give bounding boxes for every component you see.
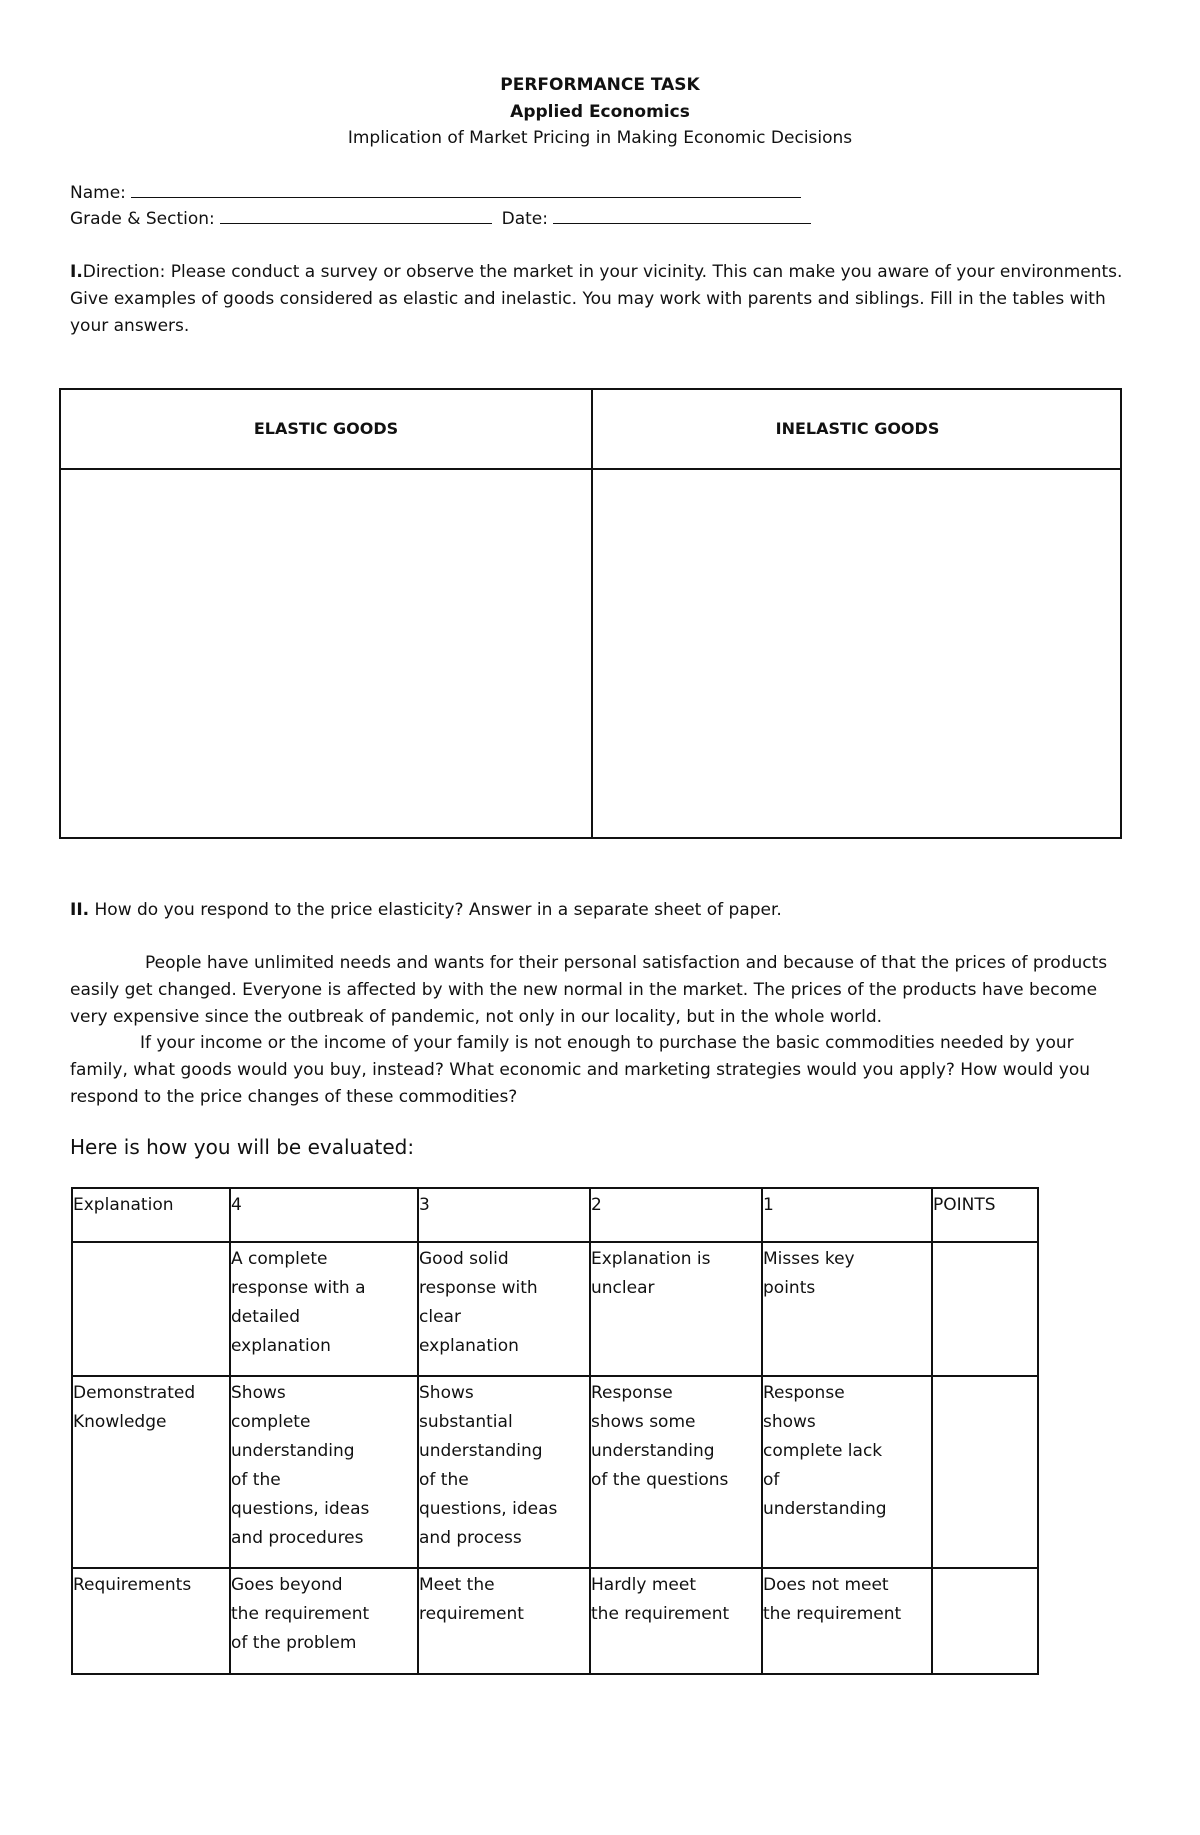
rubric-points-cell[interactable] [932, 1568, 1038, 1674]
rubric-points-cell[interactable] [932, 1376, 1038, 1568]
part2-question-text: How do you respond to the price elasticity? Answer in a separate sheet of paper. [89, 900, 782, 920]
rubric-criterion: Demonstrated Knowledge [72, 1376, 230, 1568]
rubric-cell: Response shows some understanding of the questions [590, 1376, 762, 1568]
name-field[interactable] [70, 181, 801, 203]
rubric-cell: Response shows complete lack of understanding [762, 1376, 932, 1568]
rubric-row [72, 1242, 1038, 1376]
rubric-cell: Meet the requirement [418, 1568, 590, 1674]
subject-title: Applied Economics [510, 102, 690, 122]
part2-prefix: II. [70, 900, 90, 920]
name-label: Name: [70, 183, 126, 203]
rubric-cell: Does not meet the requirement [762, 1568, 932, 1674]
rubric-points-cell[interactable] [932, 1242, 1038, 1376]
rubric-cell: Goes beyond the requirement of the problem [230, 1568, 418, 1674]
rubric-criterion: Requirements [72, 1568, 230, 1674]
direction-paragraph [70, 259, 1135, 340]
grade-section-field[interactable] [70, 207, 811, 229]
rubric-cell: Shows complete understanding of the questions, ideas and procedures [230, 1376, 418, 1568]
rubric-header-score-3: 3 [418, 1188, 590, 1242]
evaluation-heading: Here is how you will be evaluated: [70, 1135, 415, 1159]
part2-paragraph-2: If your income or the income of your family is not enough to purchase the basic commodities needed by your family, what goods would you buy, instead? What economic and marketing strategies would you apply? How would you respond to the price changes of these commodities? [70, 1033, 1091, 1107]
inelastic-goods-header: INELASTIC GOODS [775, 419, 940, 438]
rubric-header-criterion: Explanation [72, 1188, 230, 1242]
rubric-cell: A complete response with a detailed explanation [230, 1242, 418, 1376]
part2-paragraph-1: People have unlimited needs and wants for their personal satisfaction and because of that the prices of products easily get changed. Everyone is affected by with the new normal in the market. The prices of the products have become very expensive since the outbreak of pandemic, not only in our locality, but in the whole world. [70, 953, 1108, 1027]
rubric-row [72, 1376, 1038, 1568]
rubric-header-points: POINTS [932, 1188, 1038, 1242]
rubric-header-score-2: 2 [590, 1188, 762, 1242]
name-line[interactable] [131, 181, 801, 198]
direction-prefix: I. [70, 262, 83, 282]
grade-label: Grade & Section: [70, 209, 215, 229]
date-line[interactable] [553, 207, 811, 224]
grade-line[interactable] [220, 207, 492, 224]
elastic-goods-header: ELASTIC GOODS [253, 419, 399, 438]
rubric-header-score-4: 4 [230, 1188, 418, 1242]
rubric-criterion [72, 1242, 230, 1376]
direction-text: Direction: Please conduct a survey or observe the market in your vicinity. This can make you aware of your environments. Give examples of goods considered as elastic and inelastic. You may work with parents and siblings. Fill in the tables with your answers. [70, 262, 1123, 336]
rubric-cell: Good solid response with clear explanation [418, 1242, 590, 1376]
rubric-cell: Misses key points [762, 1242, 932, 1376]
rubric-table [71, 1187, 1039, 1675]
elastic-goods-cell[interactable] [61, 470, 591, 837]
part2-question [70, 897, 1135, 924]
page-title: PERFORMANCE TASK [500, 75, 700, 95]
date-label: Date: [501, 209, 548, 229]
rubric-cell: Shows substantial understanding of the questions, ideas and process [418, 1376, 590, 1568]
topic-title: Implication of Market Pricing in Making Economic Decisions [347, 128, 853, 148]
rubric-row [72, 1568, 1038, 1674]
rubric-header-row [72, 1188, 1038, 1242]
inelastic-goods-cell[interactable] [593, 470, 1122, 837]
goods-table [59, 388, 1122, 839]
rubric-cell: Explanation is unclear [590, 1242, 762, 1376]
rubric-header-score-1: 1 [762, 1188, 932, 1242]
rubric-cell: Hardly meet the requirement [590, 1568, 762, 1674]
